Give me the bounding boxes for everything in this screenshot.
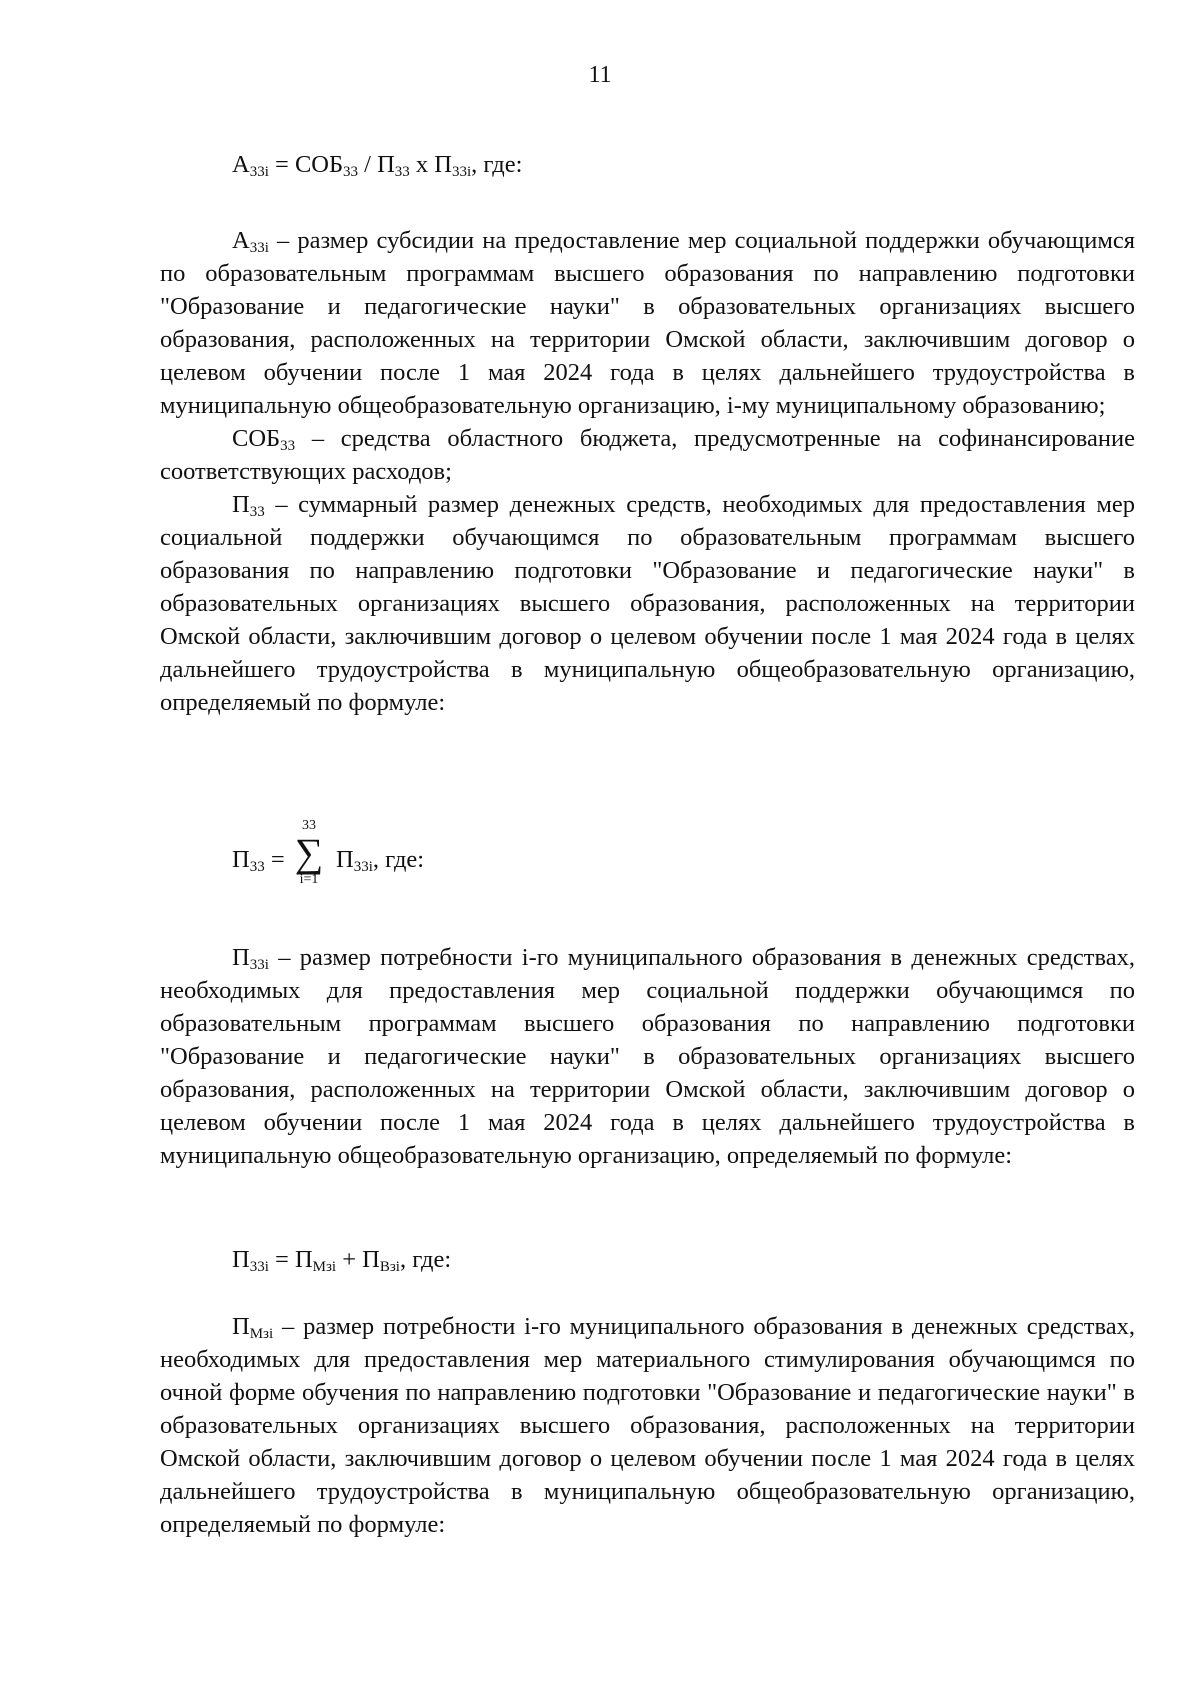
formula-text: , где: — [471, 151, 523, 178]
term: П — [232, 491, 250, 518]
formula-text: , где: — [372, 846, 425, 873]
definition-text: – размер потребности i-го муниципального образования в денежных средствах, необходимых для предоставления мер материального стимулирования обучающимся по очной форме обучения по направлению подготовки "Образование и педагогические науки" в образовательных организациях высшего образования, расположенных на территории Омской области, заключившим договор о целевом обучении после 1 мая 2024 года в целях дальнейшего трудоустройства в муниципальную общеобразовательную организацию, определяемый по формуле: — [160, 1313, 1135, 1538]
formula-subscript: 33i — [249, 1259, 269, 1275]
definition-text: – средства областного бюджета, предусмотренные на софинансирование соответствующих расходов; — [160, 425, 1135, 485]
definition-pmzi — [160, 1310, 1135, 1541]
definition-sob33 — [160, 422, 1135, 488]
formula-subscript: 33i — [249, 164, 269, 180]
formula-text: П — [232, 1246, 250, 1273]
term: П — [232, 1313, 250, 1340]
term-subscript: 33 — [249, 504, 265, 520]
formula-p33i — [232, 1243, 451, 1276]
sum-rhs — [336, 846, 424, 874]
sum-upper-limit: 33 — [302, 818, 316, 833]
definition-text: – суммарный размер денежных средств, необходимых для предоставления мер социальной поддержки обучающимся по образовательным программам высшего образования по направлению подготовки "Образование и педагогические науки" в образовательных организациях высшего образования, расположенных на территории Омской области, заключившим договор о целевом обучении после 1 мая 2024 года в целях дальнейшего трудоустройства в муниципальную общеобразовательную организацию, определяемый по формуле: — [160, 491, 1135, 716]
sum-lower-limit: i=1 — [299, 872, 319, 887]
formula-text: , где: — [399, 1246, 452, 1273]
formula-text: = — [264, 846, 285, 873]
page-number: 11 — [588, 62, 612, 88]
formula-text: х П — [409, 151, 452, 178]
formula-text: А — [232, 151, 250, 178]
formula-subscript: 33i — [353, 859, 373, 875]
definition-a33i — [160, 224, 1135, 422]
formula-p33-sum — [232, 818, 532, 908]
formula-subscript: Взi — [379, 1259, 400, 1275]
term-subscript: 33 — [280, 438, 296, 454]
formula-text: = П — [268, 1246, 313, 1273]
formula-subscript: 33i — [452, 164, 472, 180]
formula-text: П — [232, 846, 250, 873]
definition-p33i — [160, 941, 1135, 1172]
formula-text: + П — [336, 1246, 380, 1273]
formula-subscript: 33 — [343, 164, 359, 180]
term: А — [232, 227, 250, 254]
term: СОБ — [232, 425, 281, 452]
formula-a33i — [232, 148, 522, 181]
term-subscript: Мзi — [249, 1326, 274, 1342]
definition-p33 — [160, 488, 1135, 719]
formula-text: П — [336, 846, 354, 873]
term: П — [232, 944, 250, 971]
definition-text: – размер субсидии на предоставление мер социальной поддержки обучающимся по образовательным программам высшего образования по направлению подготовки "Образование и педагогические науки" в образовательных организациях высшего образования, расположенных на территории Омской области, заключившим договор о целевом обучении после 1 мая 2024 года в целях дальнейшего трудоустройства в муниципальную общеобразовательную организацию, i-му муниципальному образованию; — [160, 227, 1135, 419]
formula-text: / П — [358, 151, 395, 178]
formula-subscript: 33 — [249, 859, 265, 875]
sigma-block — [292, 818, 326, 888]
sum-lhs — [232, 846, 285, 874]
sigma-symbol: ∑ — [294, 830, 324, 875]
formula-text: = СОБ — [268, 151, 344, 178]
term-subscript: 33i — [249, 957, 269, 973]
formula-subscript: Мзi — [312, 1259, 337, 1275]
definition-text: – размер потребности i-го муниципального образования в денежных средствах, необходимых для предоставления мер социальной поддержки обучающимся по образовательным программам высшего образования по направлению подготовки "Образование и педагогические науки" в образовательных организациях высшего образования, расположенных на территории Омской области, заключившим договор о целевом обучении после 1 мая 2024 года в целях дальнейшего трудоустройства в муниципальную общеобразовательную организацию, определяемый по формуле: — [160, 944, 1135, 1169]
term-subscript: 33i — [249, 240, 269, 256]
formula-subscript: 33 — [394, 164, 410, 180]
